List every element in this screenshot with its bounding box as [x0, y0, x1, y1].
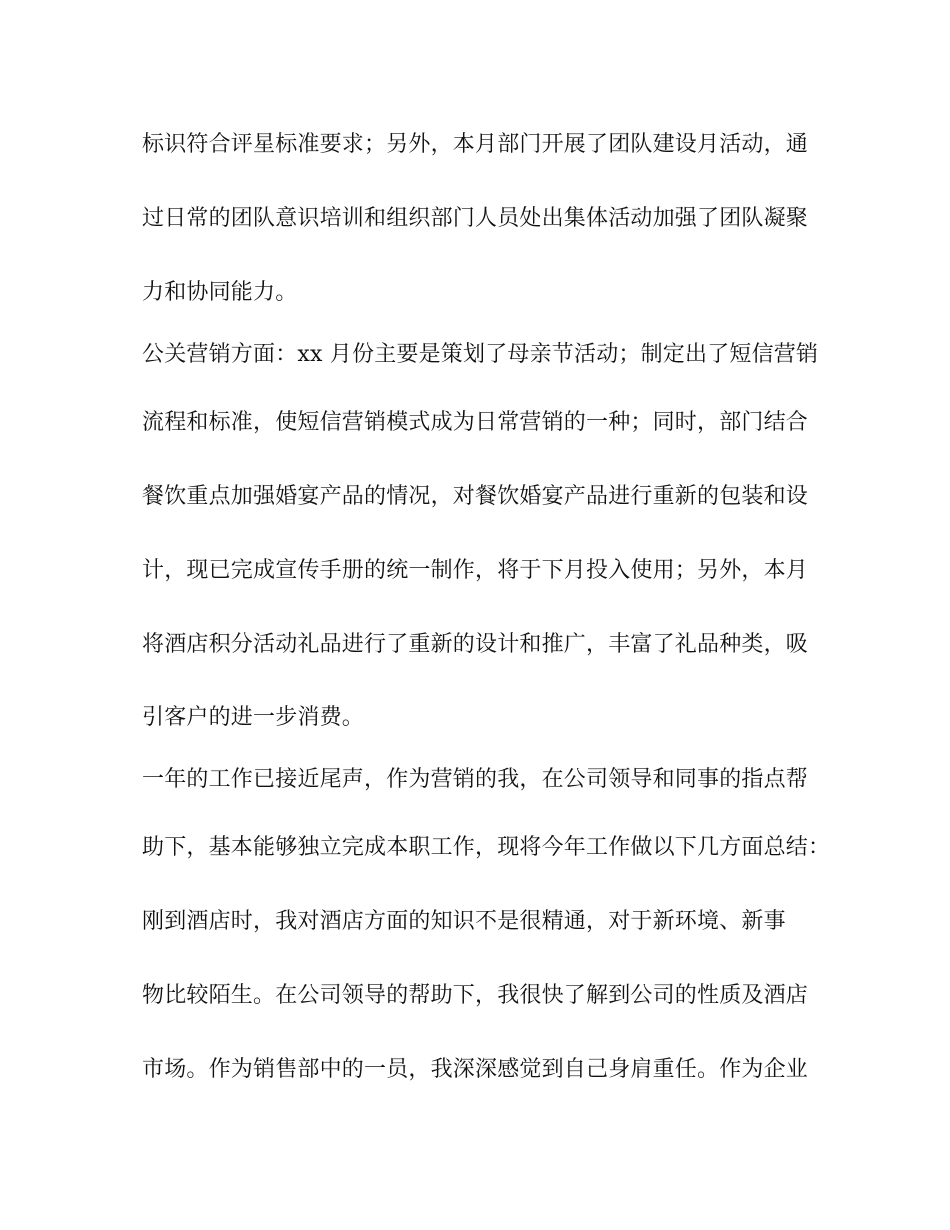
text-line: 餐饮重点加强婚宴产品的情况，对餐饮婚宴产品进行重新的包装和设 [142, 484, 809, 509]
text-line: 公关营销方面：xx 月份主要是策划了母亲节活动；制定出了短信营销 [142, 342, 819, 367]
text-line: 流程和标准，使短信营销模式成为日常营销的一种；同时，部门结合 [142, 410, 809, 435]
text-line: 一年的工作已接近尾声，作为营销的我，在公司领导和同事的指点帮 [142, 767, 809, 792]
text-line: 力和协同能力。 [142, 280, 298, 305]
text-line: 过日常的团队意识培训和组织部门人员处出集体活动加强了团队凝聚 [142, 206, 809, 231]
text-line: 将酒店积分活动礼品进行了重新的设计和推广，丰富了礼品种类，吸 [142, 632, 809, 657]
text-line: 标识符合评星标准要求；另外，本月部门开展了团队建设月活动，通 [142, 132, 809, 157]
text-line: 市场。作为销售部中的一员，我深深感觉到自己身肩重任。作为企业 [142, 1057, 809, 1082]
text-line: 计，现已完成宣传手册的统一制作，将于下月投入使用；另外，本月 [142, 558, 809, 583]
text-line: 引客户的进一步消费。 [142, 705, 365, 730]
text-line: 助下，基本能够独立完成本职工作，现将今年工作做以下几方面总结： [142, 835, 831, 860]
text-line: 物比较陌生。在公司领导的帮助下，我很快了解到公司的性质及酒店 [142, 983, 809, 1008]
text-line: 刚到酒店时，我对酒店方面的知识不是很精通，对于新环境、新事 [142, 909, 786, 934]
